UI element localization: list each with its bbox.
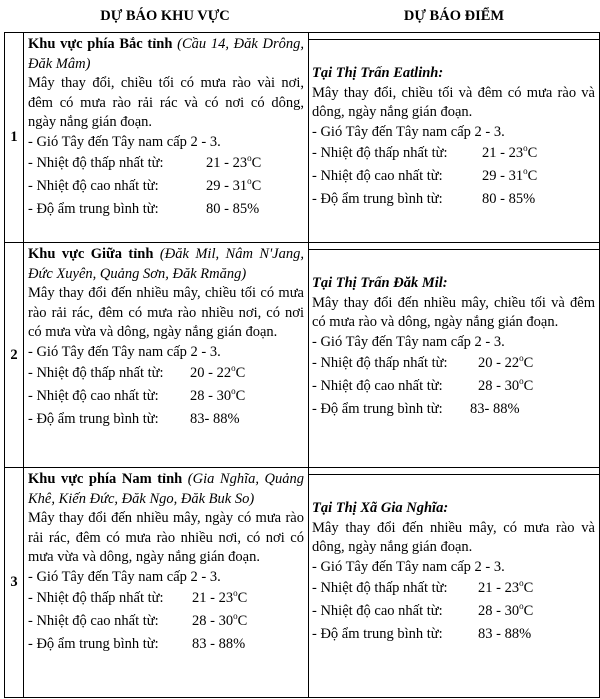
region-tmax: - Nhiệt độ cao nhất từ: 28 - 30$^o$C bbox=[28, 386, 246, 404]
point-tmin: - Nhiệt độ thấp nhất từ: 20 - 22$^o$C bbox=[312, 353, 534, 371]
point-title: Tại Thị Trấn Eatlinh: bbox=[312, 65, 444, 81]
point-title: Tại Thị Trấn Đăk Mil: bbox=[312, 275, 448, 291]
header-point: DỰ BÁO ĐIỂM bbox=[403, 8, 505, 24]
table-row bbox=[5, 243, 600, 468]
region-wind: - Gió Tây đến Tây nam cấp 2 - 3. bbox=[28, 343, 221, 360]
region-tmax: - Nhiệt độ cao nhất từ: 28 - 30$^o$C bbox=[28, 611, 248, 629]
point-description: Mây thay đổi đến nhiều mây, chiều tối và đêm có mưa rào và dông, ngày nắng gián đoạn. bbox=[312, 294, 595, 330]
point-cell bbox=[309, 243, 600, 468]
regional-cell bbox=[24, 468, 309, 698]
point-cell bbox=[309, 468, 600, 698]
point-tmax: - Nhiệt độ cao nhất từ: 29 - 31$^o$C bbox=[312, 166, 538, 184]
point-description: Mây thay đổi đến nhiều mây, có mưa rào và dông, ngày nắng gián đoạn. bbox=[312, 519, 595, 555]
point-description: Mây thay đổi, chiều tối và đêm có mưa rào và dông, ngày nắng gián đoạn. bbox=[312, 84, 595, 120]
table-header bbox=[0, 0, 600, 32]
header-regional: DỰ BÁO KHU VỰC bbox=[100, 8, 230, 24]
region-description: Mây thay đổi đến nhiều mây, ngày có mưa rào rải rác, đêm có mưa rào nhiều nơi, có nơi có mưa vừa và dông, ngày nắng gián đoạn. bbox=[28, 510, 304, 565]
point-tmax: - Nhiệt độ cao nhất từ: 28 - 30$^o$C bbox=[312, 376, 534, 394]
region-wind: - Gió Tây đến Tây nam cấp 2 - 3. bbox=[28, 568, 221, 585]
point-tmin: - Nhiệt độ thấp nhất từ: 21 - 23$^o$C bbox=[312, 578, 534, 596]
table-row bbox=[5, 468, 600, 698]
region-tmax: - Nhiệt độ cao nhất từ: 29 - 31$^o$C bbox=[28, 176, 262, 194]
point-tmin: - Nhiệt độ thấp nhất từ: 21 - 23$^o$C bbox=[312, 143, 538, 161]
point-humidity: - Độ ẩm trung bình từ: 83- 88% bbox=[312, 401, 520, 417]
point-wind: - Gió Tây đến Tây nam cấp 2 - 3. bbox=[312, 123, 505, 140]
region-description: Mây thay đổi, chiều tối có mưa rào vài nơi, đêm có mưa rào rải rác và có nơi có dông, ngày nắng gián đoạn. bbox=[28, 75, 304, 130]
region-title: Khu vực phía Nam tỉnh (Gia Nghĩa, Quảng Khê, Kiến Đức, Đăk Ngo, Đăk Buk So) bbox=[28, 471, 304, 507]
row-number: 2 bbox=[5, 243, 24, 468]
point-wind: - Gió Tây đến Tây nam cấp 2 - 3. bbox=[312, 333, 505, 350]
forecast-table bbox=[4, 32, 600, 698]
region-humidity: - Độ ẩm trung bình từ: 80 - 85% bbox=[28, 201, 260, 217]
row-number: 3 bbox=[5, 468, 24, 698]
region-title: Khu vực Giữa tỉnh (Đăk Mil, Nâm N'Jang, Đức Xuyên, Quảng Sơn, Đăk Rmăng) bbox=[28, 246, 304, 282]
regional-cell bbox=[24, 243, 309, 468]
point-wind: - Gió Tây đến Tây nam cấp 2 - 3. bbox=[312, 558, 505, 575]
region-humidity: - Độ ẩm trung bình từ: 83- 88% bbox=[28, 411, 240, 427]
region-tmin: - Nhiệt độ thấp nhất từ: 21 - 23$^o$C bbox=[28, 588, 248, 606]
region-description: Mây thay đổi đến nhiều mây, chiều tối có mưa rào rải rác, đêm có mưa rào nhiều nơi, có nơi có mưa vừa và dông, ngày nắng gián đoạn. bbox=[28, 285, 304, 340]
regional-cell bbox=[24, 33, 309, 243]
point-humidity: - Độ ẩm trung bình từ: 83 - 88% bbox=[312, 626, 532, 642]
table-row bbox=[5, 33, 600, 243]
region-title: Khu vực phía Bắc tỉnh (Cầu 14, Đăk Drông, Đăk Mâm) bbox=[28, 36, 305, 72]
point-humidity: - Độ ẩm trung bình từ: 80 - 85% bbox=[312, 191, 536, 207]
region-wind: - Gió Tây đến Tây nam cấp 2 - 3. bbox=[28, 133, 221, 150]
point-title: Tại Thị Xã Gia Nghĩa: bbox=[312, 500, 449, 516]
point-tmax: - Nhiệt độ cao nhất từ: 28 - 30$^o$C bbox=[312, 601, 534, 619]
row-number: 1 bbox=[5, 33, 24, 243]
region-tmin: - Nhiệt độ thấp nhất từ: 20 - 22$^o$C bbox=[28, 363, 246, 381]
point-cell bbox=[309, 33, 600, 243]
region-humidity: - Độ ẩm trung bình từ: 83 - 88% bbox=[28, 636, 246, 652]
region-tmin: - Nhiệt độ thấp nhất từ: 21 - 23$^o$C bbox=[28, 153, 262, 171]
